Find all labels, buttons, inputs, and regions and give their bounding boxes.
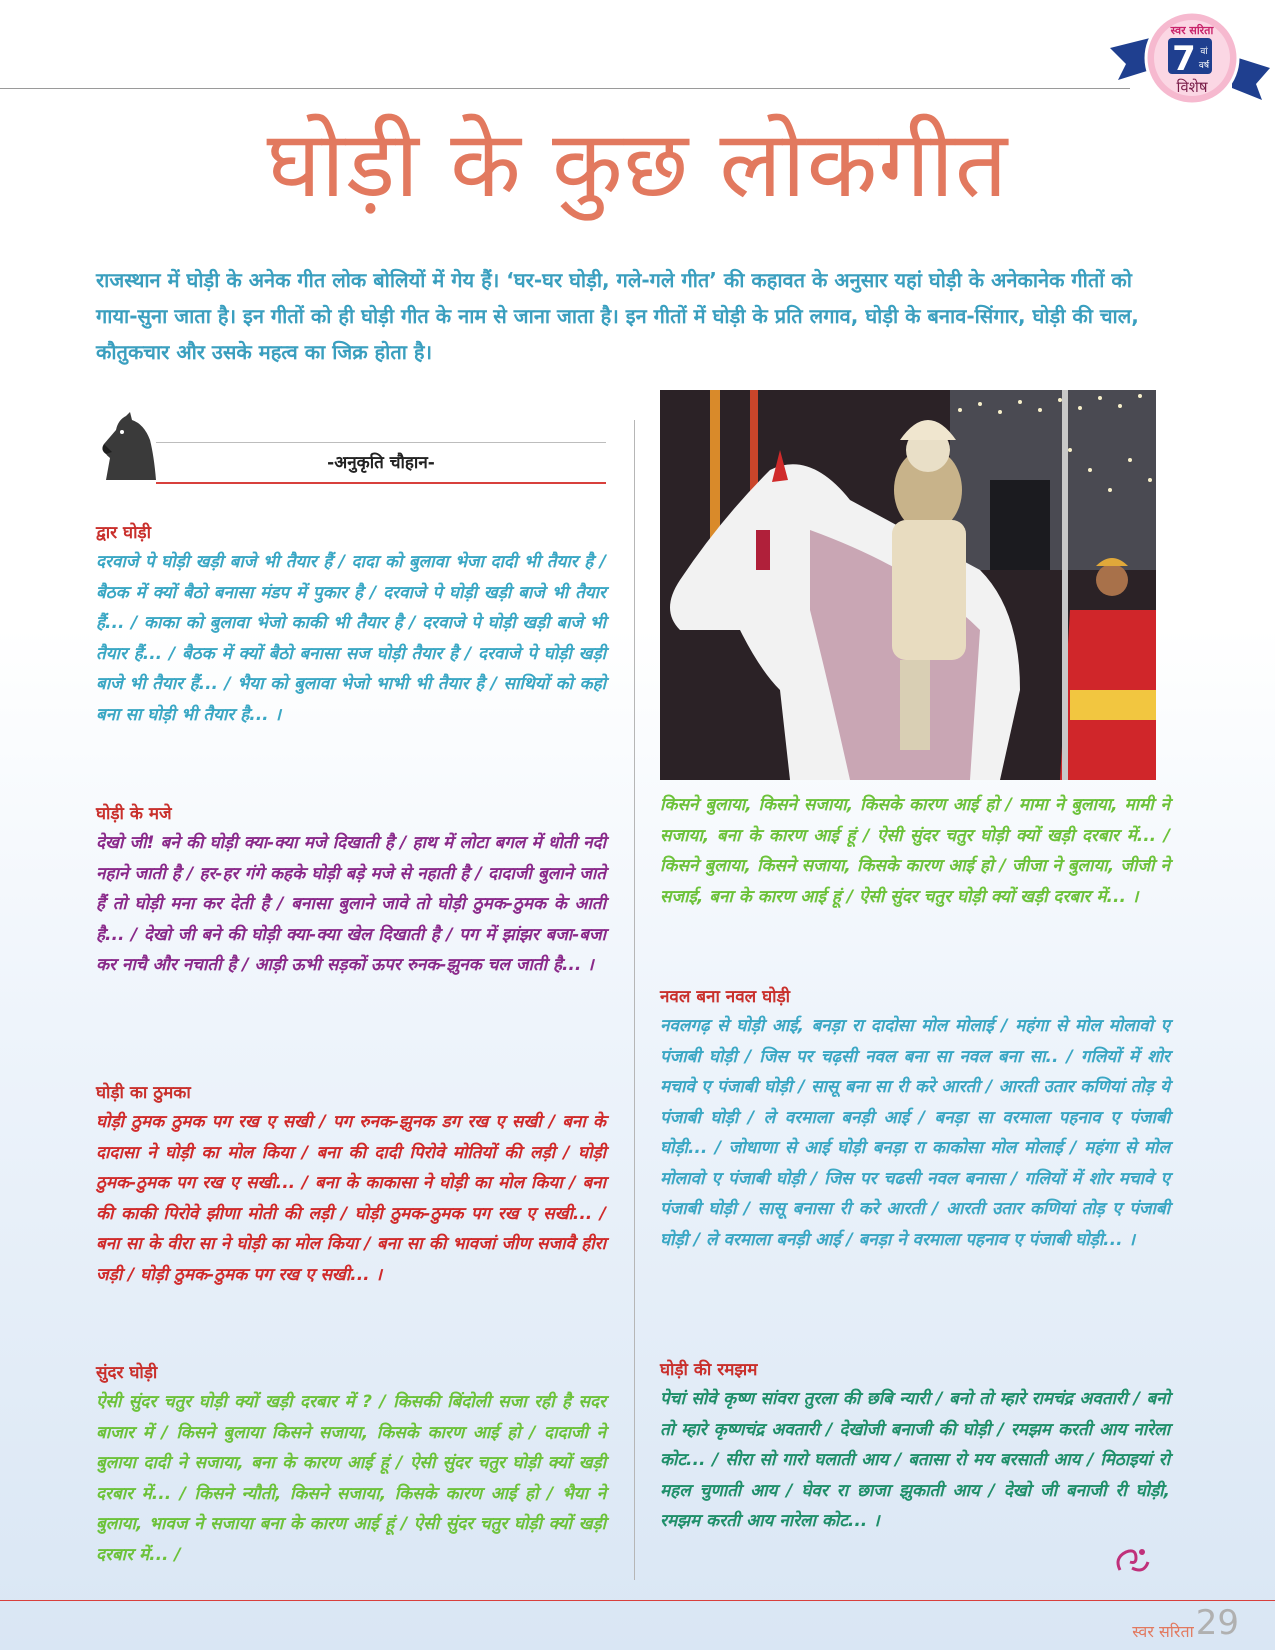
song-lyrics: नवलगढ़ से घोड़ी आई, बनड़ा रा दादोसा मोल मोलाई / महंगा से मोल मोलावो ए पंजाबी घोड़ी / जिस पर चढ़सी नवल बना सा नवल बना सा.. / गलियों में शोर मचावे ए पंजाबी घोड़ी / सासू बना सा री करे आरती / आरती उतार कणियां तोड़ ये पंजाबी घोड़ी / ले वरमाला बनड़ी आई / बनड़ा सा वरमाला पहनाव ए पंजाबी घोड़ी... / जोधाणा से आई घोड़ी बनड़ा रा काकोसा मोल मोलाई / महंगा से मोल मोलावो ए पंजाबी घोड़ी / जिस पर चढसी नवल बनासा / गलियों में शोर मचावे ए पंजाबी घोड़ी / सासू बनासा री करे आरती / आरती उतार कणियां तोड़ ए पंजाबी घोड़ी / ले वरमाला बनड़ी आई / बनड़ा ने वरमाला पहनाव ए पंजाबी घोड़ी... । (660, 1016, 1170, 1250)
song-heading: सुंदर घोड़ी (96, 1363, 158, 1383)
song-heading: घोड़ी के मजे (96, 804, 172, 824)
footer-magazine-name: स्वर सरिता (1132, 1622, 1194, 1641)
song-heading: घोड़ी की रमझम (660, 1360, 758, 1380)
song-sundar-ghodi-continued (660, 790, 1170, 912)
header-rule (0, 88, 1130, 89)
page-footer (1132, 1602, 1239, 1642)
badge-sup: वां (1200, 47, 1208, 57)
song-ghodi-ke-maje (96, 801, 606, 981)
groom-on-horse-photo (660, 390, 1156, 780)
song-heading: नवल बना नवल घोड़ी (660, 987, 791, 1007)
author-byline: -अनुकृति चौहान- (327, 453, 435, 473)
song-heading: द्वार घोड़ी (96, 523, 151, 543)
byline-rule-top (156, 442, 606, 443)
song-ghodi-ka-thumka (96, 1080, 606, 1290)
end-ornament-icon (1112, 1540, 1152, 1580)
song-ghodi-ki-ramjham (660, 1357, 1170, 1537)
song-dwar-ghodi (96, 520, 606, 730)
song-naval-bana (660, 984, 1170, 1255)
article-intro: राजस्थान में घोड़ी के अनेक गीत लोक बोलियों में गेय हैं। ‘घर-घर घोड़ी, गले-गले गीत’ की कहावत के अनुसार यहां घोड़ी के अनेकानेक गीतों को गाया-सुना जाता है। इन गीतों को ही घोड़ी गीत के नाम से जाना जाता है। इन गीतों में घोड़ी के प्रति लगाव, घोड़ी के बनाव-सिंगार, घोड़ी की चाल, कौतुकचार और उसके महत्व का जिक्र होता है। (96, 268, 1139, 364)
footer-rule (0, 1600, 1275, 1601)
song-lyrics: घोड़ी ठुमक ठुमक पग रख ए सखी / पग रुनक-झुनक डग रख ए सखी / बना के दादासा ने घोड़ी का मोल किया / बना की दादी पिरोवे मोतियों की लड़ी / घोड़ी ठुमक-ठुमक पग रख ए सखी... / बना के काकासा ने घोड़ी का मोल किया / बना की काकी पिरोवे झीणा मोती की लड़ी / घोड़ी ठुमक-ठुमक पग रख ए सखी... / बना सा के वीरा सा ने घोड़ी का मोल किया / बना सा की भावजां जीण सजावै हीरा जड़ी / घोड़ी ठुमक-ठुमक पग रख ए सखी... । (96, 1112, 606, 1285)
badge-top-text: स्वर सरिता (1170, 24, 1214, 37)
song-lyrics: देखो जी! बने की घोड़ी क्या-क्या मजे दिखाती है / हाथ में लोटा बगल में धोती नदी नहाने जाती है / हर-हर गंगे कहके घोड़ी बड़े मजे से नहाती है / दादाजी बुलाने जाते हैं तो घोड़ी मना कर देती है / बनासा बुलाने जावे तो घोड़ी ठुमक-ठुमक के आती है... / देखो जी बने की घोड़ी क्या-क्या खेल दिखाती है / पग में झांझर बजा-बजा कर नाचै और नचाती है / आड़ी ऊभी सड़कों ऊपर रुनक-झुनक चल जाती है... । (96, 833, 606, 975)
badge-bottom-text: विशेष (1176, 78, 1208, 96)
column-divider (634, 420, 635, 1580)
page-number: 29 (1195, 1603, 1239, 1643)
song-lyrics: पेचां सोवे कृष्ण सांवरा तुरला की छबि न्यारी / बनो तो म्हारे रामचंद्र अवतारी / बनो तो म्हारे कृष्णचंद्र अवतारी / देखोजी बनाजी की घोड़ी / रमझम करती आय नारेला कोट... / सीरा सो गारो घलाती आय / बतासा रो मय बरसाती आय / मिठाइयां रो महल चुणाती आय / घेवर रा छाजा झुकाती आय / देखो जी बनाजी री घोड़ी, रमझम करती आय नारेला कोट... । (660, 1389, 1170, 1531)
song-lyrics: किसने बुलाया, किसने सजाया, किसके कारण आई हो / मामा ने बुलाया, मामी ने सजाया, बना के कारण आई हूं / ऐसी सुंदर चतुर घोड़ी क्यों खड़ी दरबार में... / किसने बुलाया, किसने सजाया, किसके कारण आई हो / जीजा ने बुलाया, जीजी ने सजाई, बना के कारण आई हूं / ऐसी सुंदर चतुर घोड़ी क्यों खड़ी दरबार में... । (660, 795, 1170, 907)
song-lyrics: दरवाजे पे घोड़ी खड़ी बाजे भी तैयार हैं / दादा को बुलावा भेजा दादी भी तैयार है / बैठक में क्यों बैठो बनासा मंडप में पुकार है / दरवाजे पे घोड़ी खड़ी बाजे भी तैयार हैं... / काका को बुलावा भेजो काकी भी तैयार है / दरवाजे पे घोड़ी खड़ी बाजे भी तैयार हैं... / बैठक में क्यों बैठो बनासा सज घोड़ी तैयार है / दरवाजे पे घोड़ी खड़ी बाजे भी तैयार हैं... / भैया को बुलावा भेजो भाभी भी तैयार है / साथियों को कहो बना सा घोड़ी भी तैयार है... । (96, 552, 606, 725)
song-heading: घोड़ी का ठुमका (96, 1083, 191, 1103)
anniversary-badge (1110, 8, 1270, 118)
byline-block (96, 410, 606, 485)
badge-number: 7 (1172, 39, 1196, 79)
song-sundar-ghodi (96, 1360, 606, 1570)
horse-head-icon (96, 410, 160, 482)
song-lyrics: ऐसी सुंदर चतुर घोड़ी क्यों खड़ी दरबार में ? / किसकी बिंदोली सजा रही है सदर बाजार में / किसने बुलाया किसने सजाया, किसके कारण आई हो / दादाजी ने बुलाया दादी ने सजाया, बना के कारण आई हूं / ऐसी सुंदर चतुर घोड़ी क्यों खड़ी दरबार में... / किसने न्यौती, किसने सजाया, किसके कारण आई हो / भैया ने बुलाया, भावज ने सजाया बना के कारण आई हूं / ऐसी सुंदर चतुर घोड़ी क्यों खड़ी दरबार में... / (96, 1392, 606, 1565)
byline-rule-bottom (156, 482, 606, 484)
badge-year: वर्ष (1198, 61, 1210, 71)
article-title: घोड़ी के कुछ लोकगीत (266, 111, 1009, 218)
